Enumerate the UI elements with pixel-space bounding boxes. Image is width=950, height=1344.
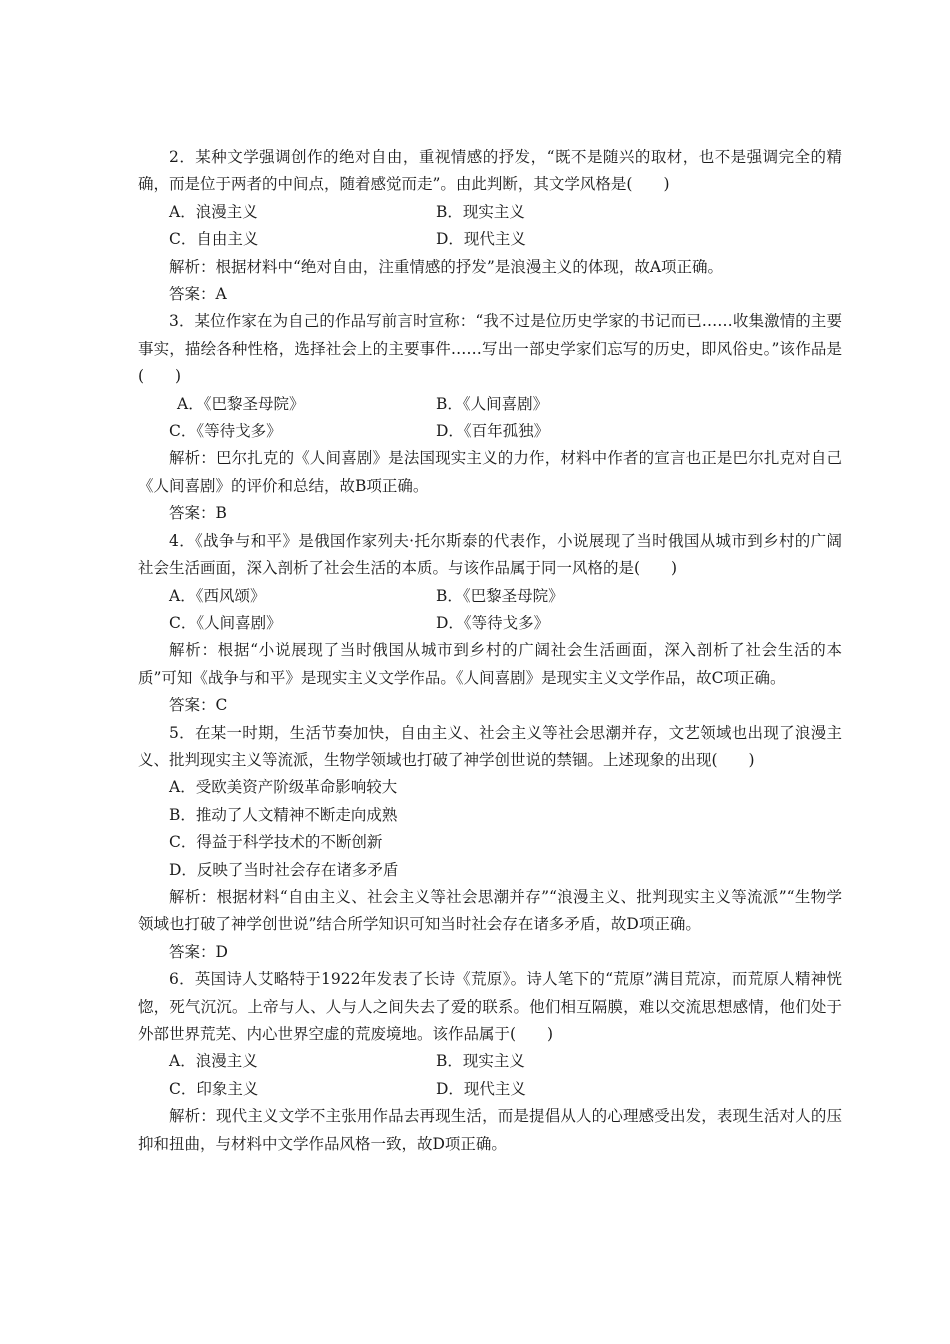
question-6-option-d: D．现代主义 bbox=[436, 1079, 526, 1098]
question-3-option-c: C．《等待戈多》 bbox=[169, 422, 282, 441]
question-5-option-d: D．反映了当时社会存在诸多矛盾 bbox=[169, 860, 399, 879]
question-6-analysis: 解析：现代主义文学不主张用作品去再现生活，而是提倡从人的心理感受出发，表现生活对人的压抑和扭曲，与材料中文学作品风格一致，故D项正确。 bbox=[138, 1107, 842, 1153]
question-2-options-row-1 bbox=[138, 199, 842, 226]
question-4-option-b: B．《巴黎圣母院》 bbox=[436, 586, 564, 605]
question-5-option-c: C．得益于科学技术的不断创新 bbox=[169, 833, 383, 852]
question-2-stem: 2．某种文学强调创作的绝对自由，重视情感的抒发，“既不是随兴的取材，也不是强调完全的精确，而是位于两者的中间点，随着感觉而走”。由此判断，其文学风格是( ) bbox=[138, 148, 842, 194]
question-4-option-c: C．《人间喜剧》 bbox=[169, 613, 282, 632]
question-6-stem: 6．英国诗人艾略特于1922年发表了长诗《荒原》。诗人笔下的“荒原”满目荒凉，而荒原人精神恍惚，死气沉沉。上帝与人、人与人之间失去了爱的联系。他们相互隔膜，难以交流思想感情，他们处于外部世界荒芜、内心世界空虚的荒废境地。该作品属于( ) bbox=[138, 970, 842, 1043]
question-6-options-row-1 bbox=[138, 1048, 842, 1075]
question-4-option-d: D．《等待戈多》 bbox=[436, 613, 550, 632]
question-5-option-a: A．受欧美资产阶级革命影响较大 bbox=[169, 778, 398, 797]
question-6-options-row-2 bbox=[138, 1076, 842, 1103]
question-4-analysis: 解析：根据“小说展现了当时俄国从城市到乡村的广阔社会生活画面，深入剖析了社会生活的本质”可知《战争与和平》是现实主义文学作品。《人间喜剧》是现实主义文学作品，故C项正确。 bbox=[138, 641, 842, 687]
question-3-stem: 3．某位作家在为自己的作品写前言时宣称：“我不过是位历史学家的书记而已……收集激情的主要事实，描绘各种性格，选择社会上的主要事件……写出一部史学家们忘写的历史，即风俗史。”该作品是( ) bbox=[138, 312, 842, 386]
question-6-option-a: A．浪漫主义 bbox=[169, 1052, 258, 1071]
question-3-option-b: B．《人间喜剧》 bbox=[436, 394, 549, 413]
question-3-option-a: A．《巴黎圣母院》 bbox=[177, 394, 305, 413]
question-3-options-row-1 bbox=[138, 391, 842, 418]
question-4-answer: 答案：C bbox=[169, 696, 228, 715]
question-2-option-c: C．自由主义 bbox=[169, 230, 259, 249]
question-2-option-a: A．浪漫主义 bbox=[169, 202, 258, 221]
question-2-answer: 答案：A bbox=[169, 285, 227, 304]
question-5-stem: 5．在某一时期，生活节奏加快，自由主义、社会主义等社会思潮并存，文艺领域也出现了浪漫主义、批判现实主义等流派，生物学领域也打破了神学创世说的禁锢。上述现象的出现( ) bbox=[138, 723, 842, 769]
question-4-option-a: A．《西风颂》 bbox=[169, 586, 266, 605]
question-6-option-c: C．印象主义 bbox=[169, 1079, 259, 1098]
question-5-option-b: B．推动了人文精神不断走向成熟 bbox=[169, 805, 398, 824]
question-2-option-b: B．现实主义 bbox=[436, 202, 525, 221]
question-3-options-row-2 bbox=[138, 418, 842, 445]
question-4-stem: 4．《战争与和平》是俄国作家列夫·托尔斯泰的代表作，小说展现了当时俄国从城市到乡村的广阔社会生活画面，深入剖析了社会生活的本质。与该作品属于同一风格的是( ) bbox=[138, 531, 842, 578]
question-2-option-d: D．现代主义 bbox=[436, 230, 526, 249]
question-5-answer: 答案：D bbox=[169, 942, 228, 961]
question-4-options-row-2 bbox=[138, 610, 842, 637]
question-list bbox=[138, 144, 842, 1158]
question-3-option-d: D．《百年孤独》 bbox=[436, 422, 550, 441]
question-3-answer: 答案：B bbox=[169, 504, 227, 523]
question-5-analysis: 解析：根据材料“自由主义、社会主义等社会思潮并存”“浪漫主义、批判现实主义等流派”“生物学领域也打破了神学创世说”结合所学知识可知当时社会存在诸多矛盾，故D项正确。 bbox=[138, 887, 842, 934]
question-2-options-row-2 bbox=[138, 226, 842, 253]
question-3-analysis: 解析：巴尔扎克的《人间喜剧》是法国现实主义的力作，材料中作者的宣言也正是巴尔扎克对自己《人间喜剧》的评价和总结，故B项正确。 bbox=[138, 449, 842, 495]
question-2-analysis: 解析：根据材料中“绝对自由，注重情感的抒发”是浪漫主义的体现，故A项正确。 bbox=[169, 257, 724, 276]
question-4-options-row-1 bbox=[138, 583, 842, 610]
question-6-option-b: B．现实主义 bbox=[436, 1052, 525, 1071]
